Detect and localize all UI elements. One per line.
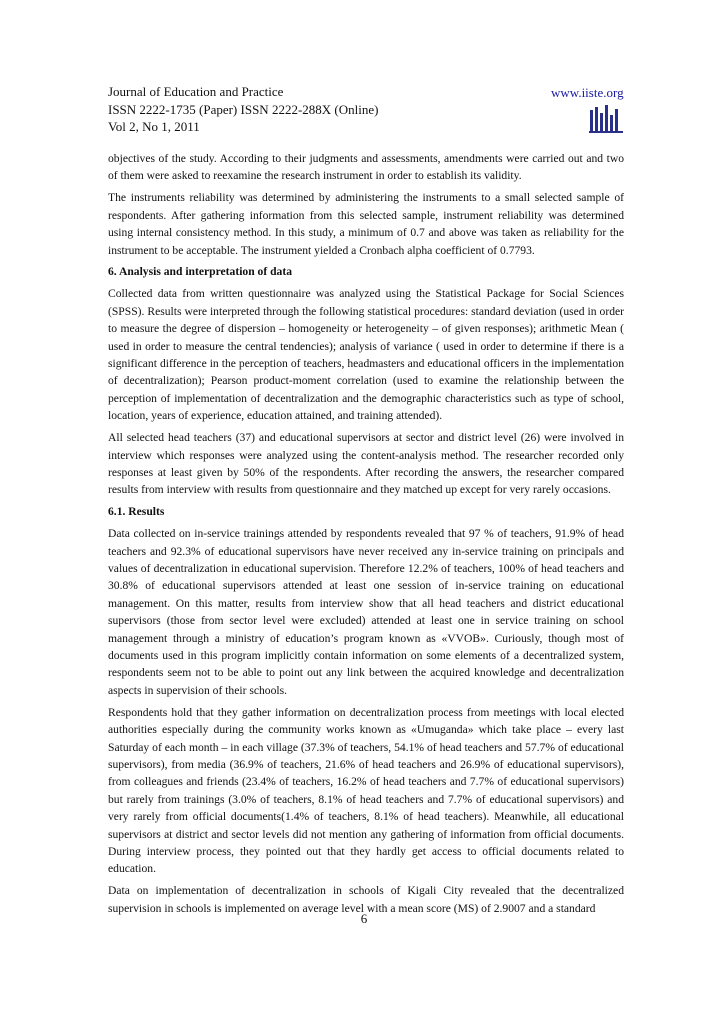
iiste-logo — [588, 102, 624, 134]
paragraph-validity: objectives of the study. According to their judgments and assessments, amendments were carried out and two of them were asked to reexamine the research instrument in order to establish its validity. — [108, 152, 624, 183]
journal-url-link[interactable]: www.iiste.org — [551, 85, 624, 100]
journal-name: Journal of Education and Practice — [108, 84, 284, 99]
issn-line: ISSN 2222-1735 (Paper) ISSN 2222-288X (Online) — [108, 101, 379, 117]
paragraph-reliability: The instruments reliability was determined by administering the instruments to a small selected sample of respondents. After gathering information from this selected sample, instrument reliability was determined using internal consistency method. In this study, a minimum of 0.7 and above was taken as reliability for the instrument to be acceptable. The instrument yielded a Cronbach alpha coefficient of 0.7793. — [108, 191, 624, 257]
section-heading-analysis: 6. Analysis and interpretation of data — [108, 265, 293, 279]
paragraph-interview: All selected head teachers (37) and educational supervisors at sector and district level (26) were involved in interview which responses were analyzed using the content-analysis method. The researcher recorded only responses at least given by 50% of the respondents. After recording the answers, the researcher compared results from interview with results from questionnaire and they matched up except for very rarely occasions. — [108, 431, 624, 497]
paragraph-information-sources: Respondents hold that they gather information on decentralization process from meetings with local elected authorities especially during the community works known as «Umuganda» which take place – every last Saturday of each month – in each village (37.3% of teachers, 54.1% of head teachers and 57.7% of educational supervisors), from media (36.9% of teachers, 21.6% of head teachers and 26.9% of educational supervisors), from colleagues and friends (23.4% of teachers, 16.2% of head teachers and 7.7% of educational supervisors) but rarely from trainings (3.0% of teachers, 8.1% of head teachers and 7.7% of educational supervisors) and very rarely from official documents(1.4% of teachers, 8.1% of head teachers). Meanwhile, all educational supervisors at district and sector levels did not mention any gathering of information from official documents. During interview process, they pointed out that they hardly get access to official documents related to education. — [108, 705, 624, 876]
paragraph-spss: Collected data from written questionnaire was analyzed using the Statistical Package for Social Sciences (SPSS). Results were interpreted through the following statistical procedures: standard deviation (used in order to measure the degree of dispersion – homogeneity or heterogeneity – of given responses); arithmetic Mean ( used in order to measure the central tendencies); analysis of variance ( used in order to determine if there is a significant difference in the perception of teachers, headmasters and educational officers in the implementation of decentralization); Pearson product-moment correlation (used to examine the relationship between the perception of implementation of decentralization and the demographic characteristics such as type of school, location, years of experience, education attained, and training attended). — [108, 287, 624, 423]
paragraph-training: Data collected on in-service trainings attended by respondents revealed that 97 % of teachers, 91.9% of head teachers and 92.3% of educational supervisors have never received any in-service training on principals and values of decentralization in educational supervision. Therefore 12.2% of teachers, 100% of head teachers and 30.8% of educational supervisors attended at least one session of in-service training on educational management. On this matter, results from interview show that all head teachers and district educational supervisors (those from sector level were excluded) attended at least one in service training on school management through a ministry of education’s program known as «VVOB». Curiously, though most of documents used in this program implicitly contain information on some elements of a decentralized system, respondents seem not to be able to point out any link between the acquired knowledge and decentralization aspects in supervision of their schools. — [108, 527, 624, 697]
iiste-logo-icon — [588, 102, 624, 134]
article-body — [108, 150, 624, 922]
volume-line: Vol 2, No 1, 2011 — [108, 119, 200, 134]
page-number: 6 — [360, 911, 368, 926]
paragraph-implementation: Data on implementation of decentralization in schools of Kigali City revealed that the decentralized supervision in schools is implemented on average level with a mean score (MS) of 2.9007 and a standard — [108, 884, 624, 915]
journal-header — [108, 83, 624, 136]
section-heading-results: 6.1. Results — [108, 505, 165, 519]
